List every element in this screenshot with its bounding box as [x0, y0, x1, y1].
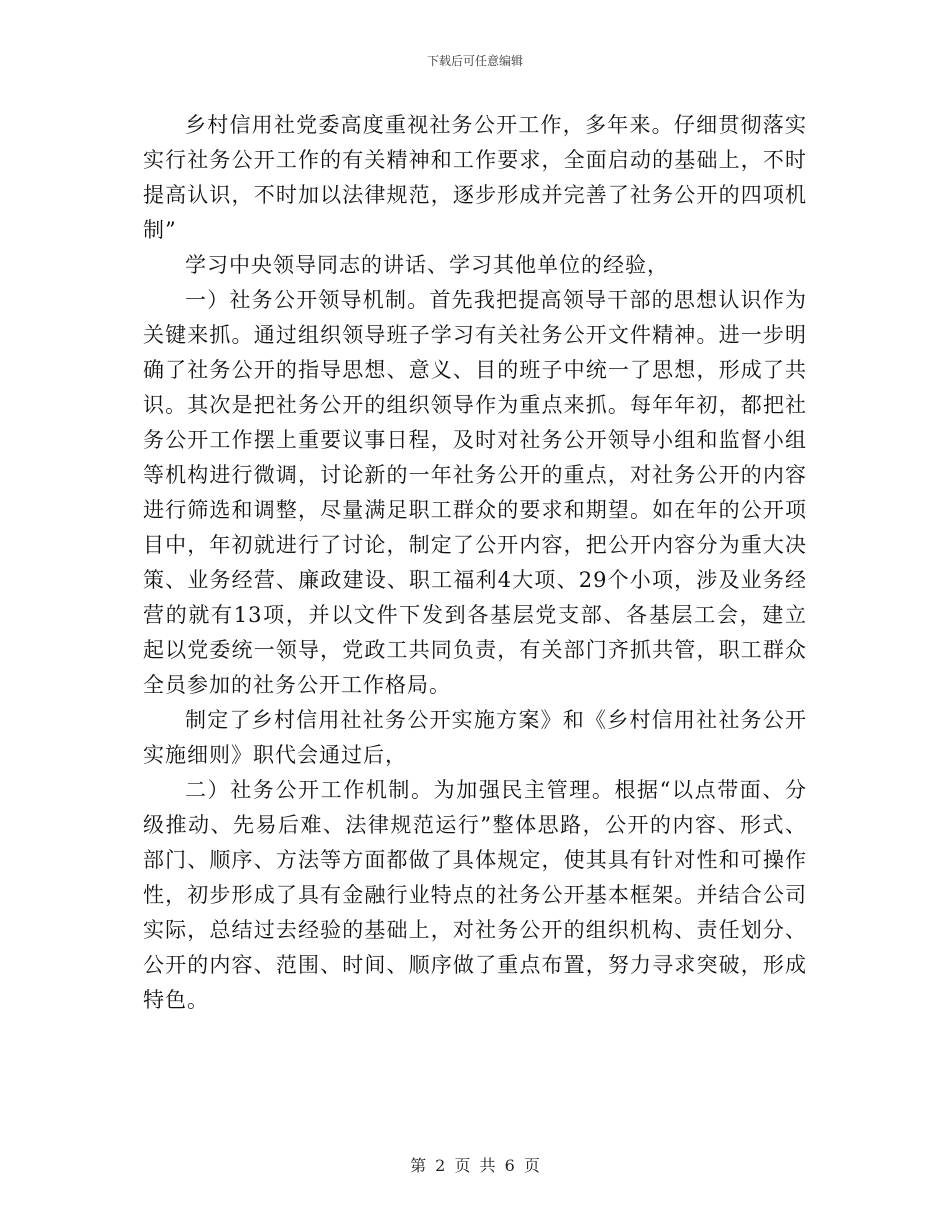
paragraph-work-mechanism: 二）社务公开工作机制。为加强民主管理。根据“以点带面、分级推动、先易后难、法律规范运行”整体思路，公开的内容、形式、部门、顺序、方法等方面都做了具体规定，使其具有针对性和可操作性，初步形成了具有金融行业特点的社务公开基本框架。并结合公司实际，总结过去经验的基础上，对社务公开的组织机构、责任划分、公开的内容、范围、时间、顺序做了重点布置，努力寻求突破，形成特色。 — [143, 778, 807, 1012]
paragraph-intro: 乡村信用社党委高度重视社务公开工作，多年来。仔细贯彻落实实行社务公开工作的有关精神和工作要求，全面启动的基础上，不时提高认识，不时加以法律规范，逐步形成并完善了社务公开的四项机制” — [143, 113, 807, 242]
paragraph-learning: 学习中央领导同志的讲话、学习其他单位的经验， — [185, 253, 669, 277]
paragraph-leadership-mechanism: 一）社务公开领导机制。首先我把提高领导干部的思想认识作为关键来抓。通过组织领导班子学习有关社务公开文件精神。进一步明确了社务公开的指导思想、意义、目的班子中统一了思想，形成了共识。其次是把社务公开的组织领导作为重点来抓。每年年初，都把社务公开工作摆上重要议事日程，及时对社务公开领导小组和监督小组等机构进行微调，讨论新的一年社务公开的重点，对社务公开的内容进行筛选和调整，尽量满足职工群众的要求和期望。如在年的公开项目中，年初就进行了讨论，制定了公开内容，把公开内容分为重大决策、业务经营、廉政建设、职工福利4大项、29个小项，涉及业务经营的就有13项，并以文件下发到各基层党支部、各基层工会，建立起以党委统一领导，党政工共同负责，有关部门齐抓共管，职工群众全员参加的社务公开工作格局。 — [143, 288, 807, 697]
paragraph-implementation-plan: 制定了乡村信用社社务公开实施方案》和《乡村信用社社务公开实施细则》职代会通过后， — [143, 708, 807, 767]
page-header: 下载后可任意编辑 — [426, 54, 523, 68]
document-body — [143, 108, 807, 1018]
page-number-footer: 第 2 页 共 6 页 — [410, 1156, 540, 1175]
